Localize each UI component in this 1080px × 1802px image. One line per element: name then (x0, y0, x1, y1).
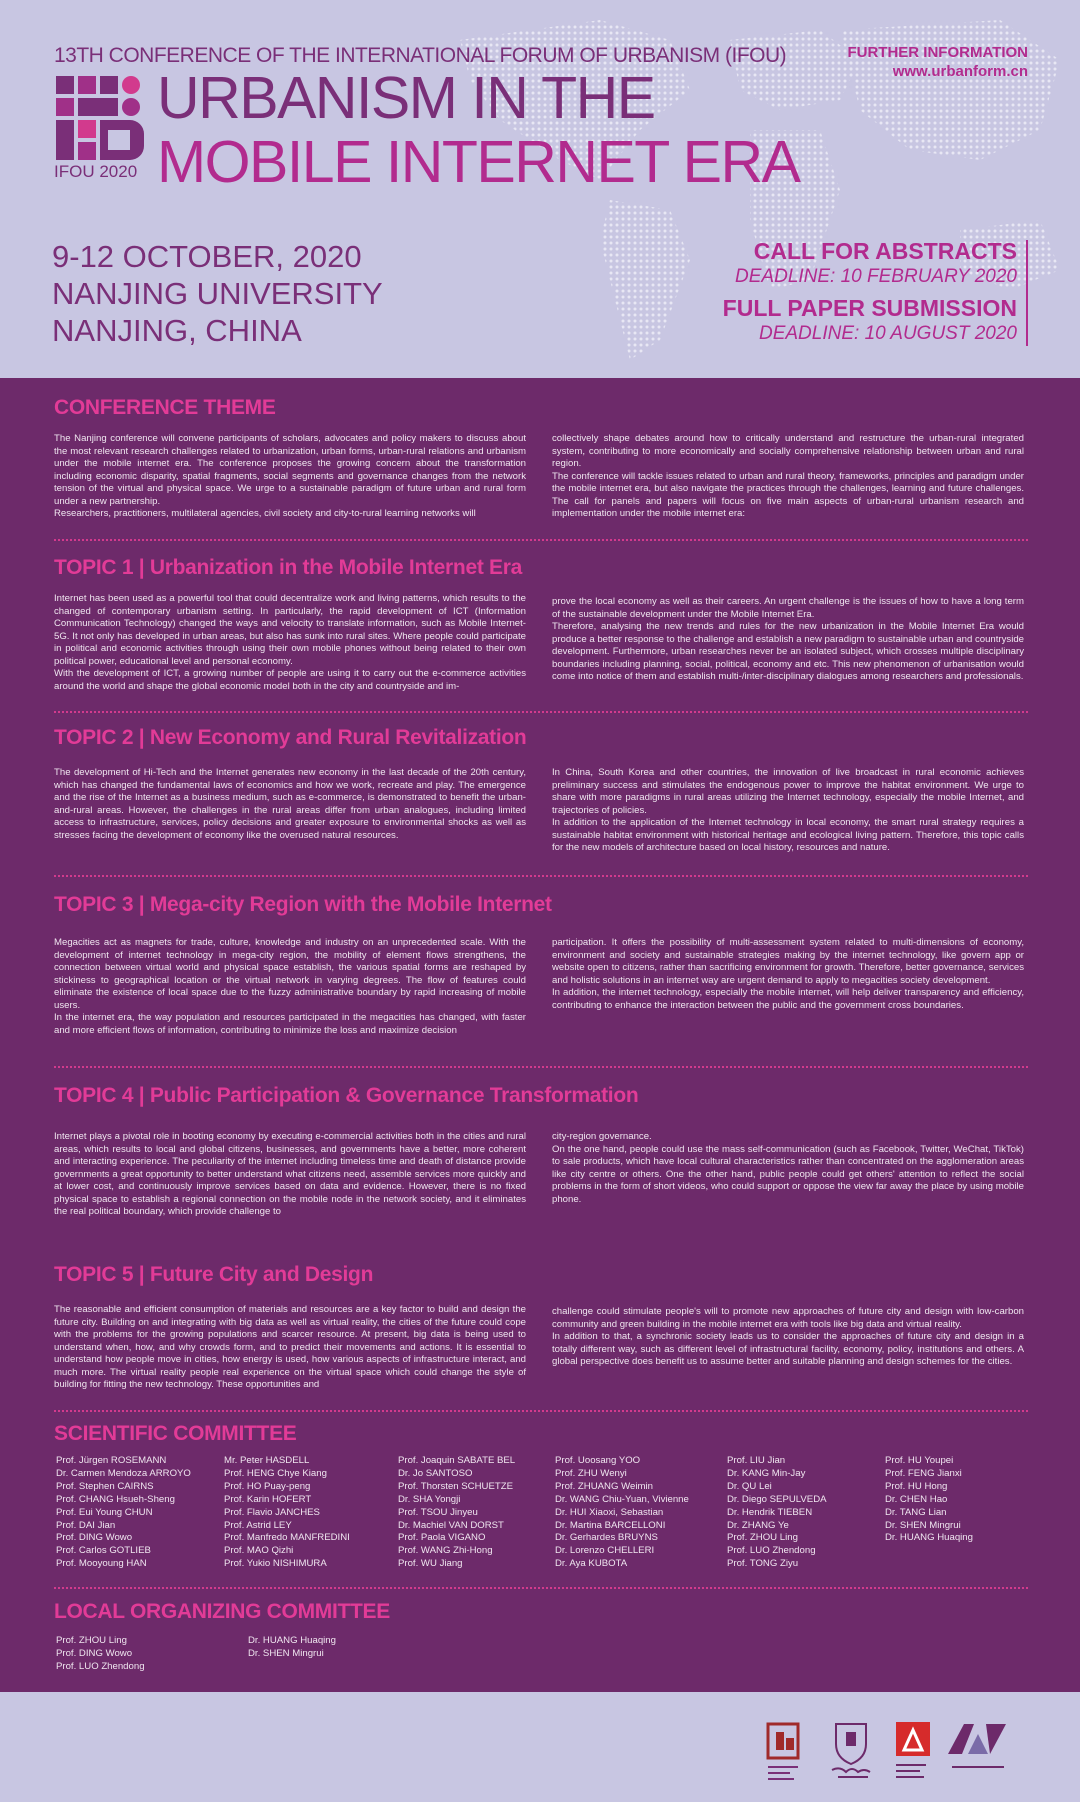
deadlines (723, 238, 1017, 352)
further-info-label: FURTHER INFORMATION (847, 44, 1028, 61)
conference-venue: NANJING UNIVERSITY (52, 276, 383, 311)
nanjing-university-logo (828, 1720, 878, 1782)
member-name: Dr. TANG Lian (885, 1506, 947, 1518)
member-name: Prof. Jürgen ROSEMANN (56, 1455, 167, 1466)
ifou-forum-logo (766, 1722, 804, 1784)
topic-2-title: TOPIC 2 | New Economy and Rural Revitalization (54, 726, 527, 749)
member-name: Dr. Diego SEPULVEDA (727, 1493, 827, 1505)
member-name: Dr. HUANG Huaqing (248, 1635, 336, 1646)
topic-4-right-text: city-region governance. On the one hand, people could use the mass self-communication (such as Facebook, Twitter, WeChat, TikTok) to sale products, which have local cultural characteristics rather than concentrated on the agglomeration areas like city centre or others. One the other hand, public people could get others' attention to reflect the social problems in the form of short videos, who could support or oppose the view far away the place by using mobile phone. (552, 1131, 1024, 1205)
section-divider (54, 711, 1028, 713)
member-name: Dr. SHEN Mingrui (885, 1519, 961, 1531)
member-name: Prof. ZHOU Ling (56, 1635, 127, 1646)
topic-2-left-text: The development of Hi-Tech and the Internet generates new economy in the last decade of the 20th century, which has changed the fundamental laws of economics and how we work, recreate and play. The emergence and the rise of the Internet as a business medium, such as e-commerce, is demonstrated to benefit the urban-and-rural areas. However, the challenges in the rural areas differ from urban analogues, including limited access to infrastructure, services, policy decisions and greater exposure to environmental shocks as well as stresses facing the development of economy like the overused natural resources. (54, 767, 526, 841)
theme-left-text: The Nanjing conference will convene participants of scholars, advocates and policy makers to discuss about the most relevant research challenges related to urbanization, urban forms, urban-rural relations and urbanism under the mobile internet era. The conference proposes the growing concern about the transformation including economic disparity, spatial fragments, social segments and governance changes from the network tension of the virtual and physical space. We urge to a sustainable paradigm of future urban and rural form under a new partnership. Researchers, practitioners, multilateral agencies, civil society and city-to-rural learning networks will (54, 433, 526, 519)
topic-2-right-text: In China, South Korea and other countries, the innovation of live broadcast in rural economic achieves preliminary success and stimulates the endogenous power to improve the habitat environment. We urge to share with more paradigms in rural areas utilizing the Internet technology, especially the mobile Internet, and trajectories of policies. In addition to the application of the Internet technology in local economy, the smart rural strategy requires a sustainable habitat environment with historical heritage and ecological living pattern. Therefore, this topic calls for the new models of architecture based on local history, resources and nature. (552, 767, 1024, 853)
section-divider (54, 875, 1028, 877)
section-divider (54, 539, 1028, 541)
header (0, 0, 1080, 378)
member-name: Prof. HU Youpei (885, 1455, 954, 1466)
member-name: Prof. Flavio JANCHES (224, 1506, 320, 1518)
member-name: Mr. Peter HASDELL (224, 1455, 310, 1466)
member-name: Dr. SHEN Mingrui (248, 1647, 324, 1659)
topic-3-left-text: Megacities act as magnets for trade, culture, knowledge and industry on an unprecedented scale. With the development of internet technology in mega-city region, the mobility of element flows strengthens, the connection between virtual world and physical space establish, the various spatial forms are reshaped by stickiness to geographical location or the virtual network in varying degrees. The flow of features could eliminate the existence of local space due to the fuzzy administrative boundary by rapid increasing of mobile users. In the internet era, the way population and resources participated in the megacities has changed, with faster and more efficient flows of information, contributing to minimize the loss and maximize decision (54, 937, 526, 1036)
member-name: Dr. QU Lei (727, 1480, 772, 1492)
member-name: Prof. Mooyoung HAN (56, 1558, 147, 1570)
member-name: Prof. WANG Zhi-Hong (398, 1545, 493, 1557)
topic-5-right-text: challenge could stimulate people's will to promote new approaches of future city and design with low-carbon community and green building in the mobile internet era with tools like big data and virtual reality. In addition to that, a synchronic society leads us to consider the approaches of future city and design in a totally different way, such as different level of infrastructural facility, economy, policy, institutions and others. A global perspective does benefit us to assume better and suitable planning and design schemes for the cities. (552, 1306, 1024, 1367)
theme-title: CONFERENCE THEME (54, 396, 276, 419)
member-name: Dr. HUI Xiaoxi, Sebastian (555, 1506, 664, 1518)
local-col-2 (248, 1635, 336, 1661)
member-name: Dr. Aya KUBOTA (555, 1558, 628, 1570)
deadline-divider (1026, 240, 1028, 346)
member-name: Prof. DING Wowo (56, 1532, 133, 1544)
member-name: Prof. ZHUANG Weimin (555, 1480, 653, 1492)
scientific-col-3 (398, 1455, 515, 1571)
topic-5-left-text: The reasonable and efficient consumption of materials and resources are a key factor to build and design the future city. Building on and integrating with big data as well as virtual reality, the cities of the future could cope with the problems for the growing populations and scarcer resource. At present, big data is being used to understand when, how, and why crowds form, and to predict their movements and actions. It is essential to understand how people move in cities, how energy is used, how various aspects of infrastructure interact, and much more. The virtual reality people real experience on the virtual space which could change the style of building for fitting the new technology. These opportunities and (54, 1304, 526, 1390)
topic-5-title: TOPIC 5 | Future City and Design (54, 1263, 374, 1286)
member-name: Prof. TSOU Jinyeu (398, 1506, 478, 1518)
member-name: Prof. LIU Jian (727, 1455, 786, 1466)
member-name: Prof. Karin HOFERT (224, 1493, 312, 1505)
member-name: Dr. KANG Min-Jay (727, 1467, 806, 1479)
title-line-1: URBANISM IN THE (157, 65, 655, 131)
member-name: Prof. DING Wowo (56, 1647, 133, 1659)
member-name: Prof. Yukio NISHIMURA (224, 1558, 327, 1570)
topic-4-left-text: Internet plays a pivotal role in booting economy by executing e-commercial activities both in the cities and rural areas, which results to local and global citizens, businesses, and governments have a better, more coherent and interacting experience. The peculiarity of the internet including timeless time and death of distance provide governments a great opportunity to better understand what citizens need, assemble services more quickly and at lower cost, and continuously improve services based on data and evidence. However, there is no fixed physical space to establish a regional connection on the mobile node in the network society, and it eliminates the real political boundary, which provide challenge to (54, 1131, 526, 1217)
member-name: Dr. HUANG Huaqing (885, 1532, 973, 1544)
member-name: Prof. HO Puay-peng (224, 1480, 311, 1492)
member-name: Dr. Gerhardes BRUYNS (555, 1532, 658, 1544)
conference-date: 9-12 OCTOBER, 2020 (52, 239, 362, 274)
topic-1-title: TOPIC 1 | Urbanization in the Mobile Internet Era (54, 556, 523, 579)
scientific-col-2 (224, 1455, 350, 1571)
paper-deadline: DEADLINE: 10 AUGUST 2020 (758, 323, 1017, 344)
member-name: Prof. FENG Jianxi (885, 1467, 962, 1479)
member-name: Prof. DAI Jian (56, 1519, 116, 1531)
member-name: Prof. Thorsten SCHUETZE (398, 1480, 513, 1492)
scientific-col-6 (885, 1455, 973, 1545)
abstract-deadline: DEADLINE: 10 FEBRUARY 2020 (735, 266, 1017, 287)
member-name: Dr. Jo SANTOSO (398, 1467, 473, 1479)
scientific-col-5 (727, 1455, 827, 1571)
member-name: Dr. Machiel VAN DORST (398, 1519, 504, 1531)
scientific-col-4 (555, 1455, 689, 1571)
member-name: Prof. TONG Ziyu (727, 1558, 799, 1570)
logo-caption: IFOU 2020 (54, 162, 138, 181)
section-divider (54, 1066, 1028, 1068)
section-divider (54, 1587, 1028, 1589)
member-name: Dr. Lorenzo CHELLERI (555, 1545, 655, 1557)
member-name: Prof. LUO Zhendong (727, 1545, 816, 1557)
topic-1-left-text: Internet has been used as a powerful tool that could decentralize work and living patterns, which results to the changed of contemporary urbanism setting. In particularly, the rapid development of ICT (Information Communication Technology) changed the ways and velocity to translate information, such as Mobile Internet-5G. It not only has developed in urban areas, but also has sunk into rural sites. Where people could participate in political and economic activities through using their own mobile phones without being related to their own political power, educational level and personal economy. With the development of ICT, a growing number of people are using it to carry out the e-commerce activities around the world and shape the global economic model both in the city and countryside and im- (54, 593, 526, 692)
member-name: Prof. Eui Young CHUN (56, 1506, 153, 1518)
further-info-link[interactable]: www.urbanform.cn (892, 63, 1028, 80)
date-venue (52, 238, 383, 349)
member-name: Prof. Stephen CAIRNS (56, 1480, 154, 1492)
member-name: Dr. ZHANG Ye (727, 1519, 789, 1531)
member-name: Dr. Hendrik TIEBEN (727, 1506, 813, 1518)
member-name: Prof. LUO Zhendong (56, 1660, 145, 1672)
conference-label: 13TH CONFERENCE OF THE INTERNATIONAL FORUM OF URBANISM (IFOU) (54, 44, 787, 67)
member-name: Prof. Joaquin SABATE BEL (398, 1455, 516, 1466)
topic-3-right-text: participation. It offers the possibility of multi-assessment system related to multi-dimensions of economy, environment and society and sustainable strategies making by the internet technology, like govern app or website open to citizens, rather than sacrificing environment for growth. Therefore, better governance, services and holistic solutions in an internet way are urgent demand to apply to megacities society development. In addition, the internet technology, especially the mobile internet, will help deliver transparency and efficiency, contributing to enhance the interaction between the public and the government cross boundaries. (552, 937, 1024, 1011)
av-institute-logo (946, 1720, 1010, 1782)
member-name: Dr. CHEN Hao (885, 1493, 948, 1505)
member-name: Prof. Astrid LEY (224, 1519, 292, 1531)
scientific-col-1 (56, 1455, 191, 1571)
full-paper-submission: FULL PAPER SUBMISSION (722, 295, 1017, 321)
member-name: Prof. ZHOU Ling (727, 1532, 798, 1544)
footer (0, 1692, 1080, 1802)
topic-4-title: TOPIC 4 | Public Participation & Governance Transformation (54, 1084, 639, 1107)
local-col-1 (56, 1635, 145, 1674)
topic-1-right-text: prove the local economy as well as their careers. An urgent challenge is the issues of how to have a long term of the sustainable development under the Mobile Internet Era. Therefore, analysing the new trends and rules for the new urbanization in the Mobile Internet Era would produce a better response to the challenge and establish a new paradigm to sustainable urban and countryside development. Furthermore, urban researches never be an isolated subject, which crosses multiple disciplinary boundaries including planning, social, political, economy and etc. This new phenomenon of urbanisation would come into notice of them and establish multi-/inter-disciplinary dialogues among researchers and professionals. (552, 596, 1025, 682)
member-name: Dr. SHA Yongji (398, 1493, 461, 1505)
theme-right-text: collectively shape debates around how to critically understand and restructure the urban-rural integrated system, contributing to more economically and socially comprehensive relationship between urban and rural region. The conference will tackle issues related to urban and rural theory, frameworks, principles and paradigm under the mobile internet era, but also navigate the practices through the challenges, learning and future challenges. The call for panels and papers will focus on five main aspects of urban-rural urbanism research and implementation under the mobile internet era: (552, 433, 1024, 519)
main-title (157, 66, 799, 194)
member-name: Dr. Martina BARCELLONI (555, 1519, 666, 1531)
call-for-abstracts: CALL FOR ABSTRACTS (753, 238, 1017, 264)
member-name: Dr. Carmen Mendoza ARROYO (56, 1467, 191, 1479)
section-divider (54, 1410, 1028, 1412)
member-name: Prof. CHANG Hsueh-Sheng (56, 1493, 175, 1505)
conference-city: NANJING, CHINA (52, 313, 302, 348)
member-name: Prof. HU Hong (885, 1480, 948, 1492)
title-line-2: MOBILE INTERNET ERA (157, 129, 800, 195)
member-name: Prof. Carlos GOTLIEB (56, 1545, 151, 1557)
member-name: Prof. WU Jiang (398, 1558, 463, 1570)
member-name: Prof. Manfredo MANFREDINI (224, 1532, 350, 1544)
school-architecture-logo (894, 1720, 934, 1782)
member-name: Prof. HENG Chye Kiang (224, 1467, 327, 1479)
member-name: Prof. ZHU Wenyi (555, 1467, 627, 1479)
local-committee-title: LOCAL ORGANIZING COMMITTEE (54, 1600, 390, 1623)
member-name: Dr. WANG Chiu-Yuan, Vivienne (555, 1493, 689, 1505)
topic-3-title: TOPIC 3 | Mega-city Region with the Mobile Internet (54, 893, 552, 916)
member-name: Prof. Paola VIGANO (398, 1532, 486, 1544)
scientific-committee-title: SCIENTIFIC COMMITTEE (54, 1422, 297, 1445)
member-name: Prof. MAO Qizhi (224, 1545, 294, 1557)
ifou-logo (56, 76, 144, 160)
member-name: Prof. Uoosang YOO (555, 1455, 641, 1466)
